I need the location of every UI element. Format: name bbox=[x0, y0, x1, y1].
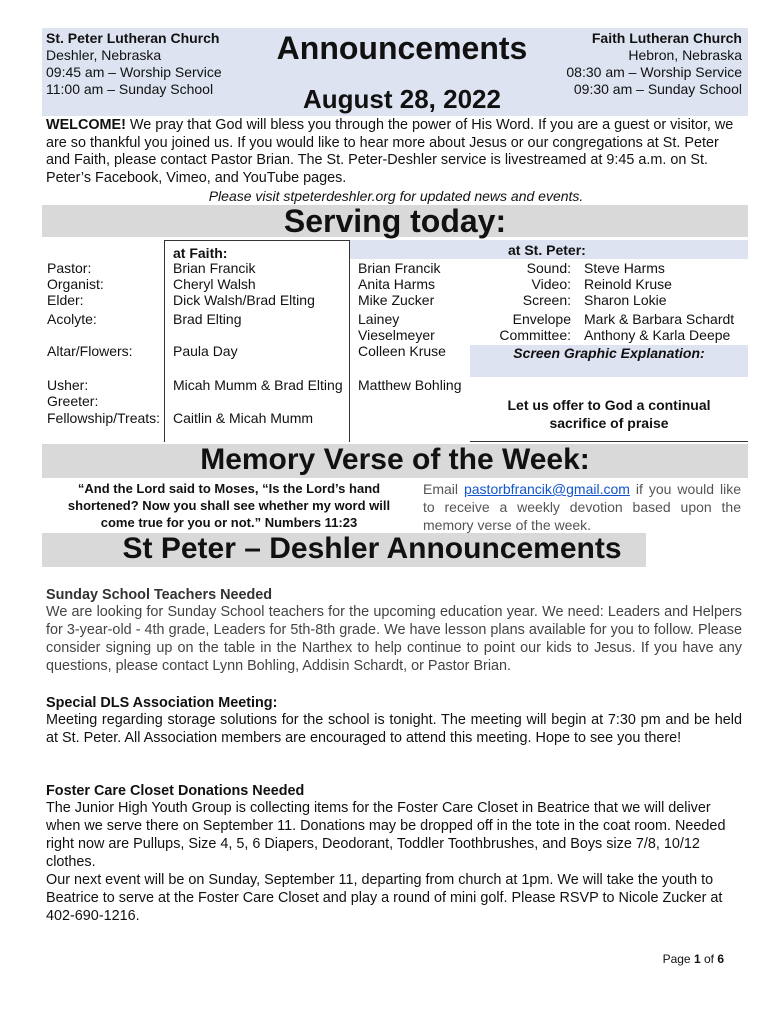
role-greeter: Greeter: bbox=[47, 393, 99, 409]
tech-sound-label: Sound: bbox=[526, 260, 571, 276]
page-total: 6 bbox=[717, 952, 724, 966]
tech-sound: Steve Harms bbox=[584, 260, 665, 276]
right-service2: 09:30 am – Sunday School bbox=[573, 81, 742, 97]
stpeter-altar: Colleen Kruse bbox=[358, 343, 446, 359]
tech-screen-label: Screen: bbox=[522, 292, 571, 308]
announcement-item bbox=[46, 783, 742, 925]
faith-elder: Dick Walsh/Brad Elting bbox=[173, 292, 315, 308]
tech-screen: Sharon Lokie bbox=[584, 292, 667, 308]
faith-fellowship: Caitlin & Micah Mumm bbox=[173, 410, 314, 426]
memory-email-pre: Email bbox=[423, 481, 464, 497]
page-title: Announcements bbox=[276, 30, 528, 66]
left-church-info bbox=[46, 30, 222, 98]
stpeter-organist: Anita Harms bbox=[358, 276, 436, 292]
announcement-body: We are looking for Sunday School teachers for the upcoming education year. We need: Leaders and Helpers for 3-year-old - 4th grade, Leaders for 5th-8th grade. We have lesson plans available for you to follow. Please consider signing up on the table in the Narthex to help continue to point our kids to Jesus. If you have any questions, please contact Lynn Bohling, Addisin Schardt, or Pastor Brian. bbox=[46, 604, 742, 674]
bulletin-date: August 28, 2022 bbox=[303, 84, 501, 114]
role-usher: Usher: bbox=[47, 377, 89, 393]
memory-title: Memory Verse of the Week: bbox=[200, 443, 590, 476]
welcome-text: We pray that God will bless you through the power of His Word. If you are a guest or visitor, we are so thankful you joined us. If you would like to hear more about Jesus or our congregations at St. Peter and Faith, please contact Pastor Brian. The St. Peter-Deshler service is livestreamed at 9:45 a.m. on St. Peter’s Facebook, Vimeo, and YouTube pages. bbox=[46, 117, 734, 186]
faith-usher: Micah Mumm & Brad Elting bbox=[173, 377, 343, 393]
right-church-city: Hebron, Nebraska bbox=[628, 47, 742, 63]
page-current: 1 bbox=[693, 952, 701, 966]
role-organist: Organist: bbox=[47, 276, 104, 292]
faith-acolyte: Brad Elting bbox=[173, 311, 242, 327]
stpeter-usher: Matthew Bohling bbox=[358, 377, 462, 393]
stpeter-elder: Mike Zucker bbox=[358, 292, 435, 308]
tech-envelope1: Mark & Barbara Schardt bbox=[584, 311, 735, 327]
left-church-city: Deshler, Nebraska bbox=[46, 47, 162, 63]
memory-email-link[interactable]: pastorbfrancik@gmail.com bbox=[463, 481, 630, 497]
role-pastor: Pastor: bbox=[47, 260, 92, 276]
welcome-paragraph bbox=[46, 117, 746, 187]
stpeter-header: at St. Peter: bbox=[508, 242, 586, 258]
tech-video-label: Video: bbox=[531, 276, 571, 292]
role-fellowship: Fellowship/Treats: bbox=[47, 410, 161, 426]
announcement-heading: Foster Care Closet Donations Needed bbox=[46, 783, 305, 799]
page-word: Page bbox=[662, 952, 694, 966]
left-service1: 09:45 am – Worship Service bbox=[46, 64, 222, 80]
faith-altar: Paula Day bbox=[173, 343, 238, 359]
left-church-name: St. Peter Lutheran Church bbox=[46, 30, 220, 46]
serving-title: Serving today: bbox=[283, 203, 507, 239]
visit-website-note: Please visit stpeterdeshler.org for updated news and events. bbox=[208, 188, 584, 204]
left-service2: 11:00 am – Sunday School bbox=[46, 81, 214, 97]
memory-verse: “And the Lord said to Moses, “Is the Lord’s hand shortened? Now you shall see whether my word will come true for you or not.” Numbers 11:23 bbox=[67, 481, 391, 530]
announcement-item bbox=[46, 695, 742, 747]
stpeter-pastor: Brian Francik bbox=[358, 260, 441, 276]
announcement-item bbox=[46, 587, 742, 675]
right-service1: 08:30 am – Worship Service bbox=[566, 64, 742, 80]
tech-envelope2: Anthony & Karla Deepe bbox=[584, 327, 731, 343]
faith-header: at Faith: bbox=[173, 245, 228, 261]
announcement-body-continued: Our next event will be on Sunday, September 11, departing from church at 1pm. We will take the youth to Beatrice to serve at the Foster Care Closet and play a round of mini golf. Please RSVP to Nicole Zucker at 402-690-1216. bbox=[46, 872, 723, 924]
faith-pastor: Brian Francik bbox=[173, 260, 256, 276]
tech-video: Reinold Kruse bbox=[584, 276, 672, 292]
right-church-info bbox=[530, 30, 742, 98]
role-elder: Elder: bbox=[47, 292, 84, 308]
memory-email-note bbox=[423, 480, 741, 534]
welcome-lead: WELCOME! bbox=[46, 117, 126, 133]
page-of: of bbox=[700, 952, 718, 966]
announcement-heading: Sunday School Teachers Needed bbox=[46, 587, 273, 603]
role-acolyte: Acolyte: bbox=[47, 311, 97, 327]
memory-email-post: if you would like to receive a weekly devotion based upon the memory verse of the week. bbox=[423, 481, 741, 533]
right-church-name: Faith Lutheran Church bbox=[591, 30, 742, 46]
faith-organist: Cheryl Walsh bbox=[173, 276, 256, 292]
stpeter-acolyte-line1: Lainey bbox=[358, 311, 400, 327]
tech-envelope-label2: Committee: bbox=[499, 327, 571, 343]
screen-graphic-divider bbox=[470, 441, 748, 442]
screen-graphic-title: Screen Graphic Explanation: bbox=[513, 345, 705, 361]
announcement-body: The Junior High Youth Group is collecting items for the Foster Care Closet in Beatrice that we will deliver when we serve there on September 11. Donations may be dropped off in the tote in the coat room. Needed right now are Pullups, Size 4, 5, 6 Diapers, Deodorant, Toddler Toothbrushes, and Boys size 7/8, 10/12 clothes. bbox=[46, 800, 726, 870]
stpeter-acolyte-line2: Vieselmeyer bbox=[358, 327, 435, 343]
tech-envelope-label1: Envelope bbox=[512, 311, 571, 327]
role-altar: Altar/Flowers: bbox=[47, 343, 133, 359]
announcement-heading: Special DLS Association Meeting: bbox=[46, 695, 278, 711]
page-number bbox=[600, 952, 724, 966]
announcements-title: St Peter – Deshler Announcements bbox=[122, 532, 622, 565]
announcement-body: Meeting regarding storage solutions for the school is tonight. The meeting will begin at 7:30 pm and be held at St. Peter. All Association members are encouraged to attend this meeting. Hope to see you there! bbox=[46, 712, 742, 746]
screen-graphic-text: Let us offer to God a continual sacrifice of praise bbox=[507, 397, 711, 431]
